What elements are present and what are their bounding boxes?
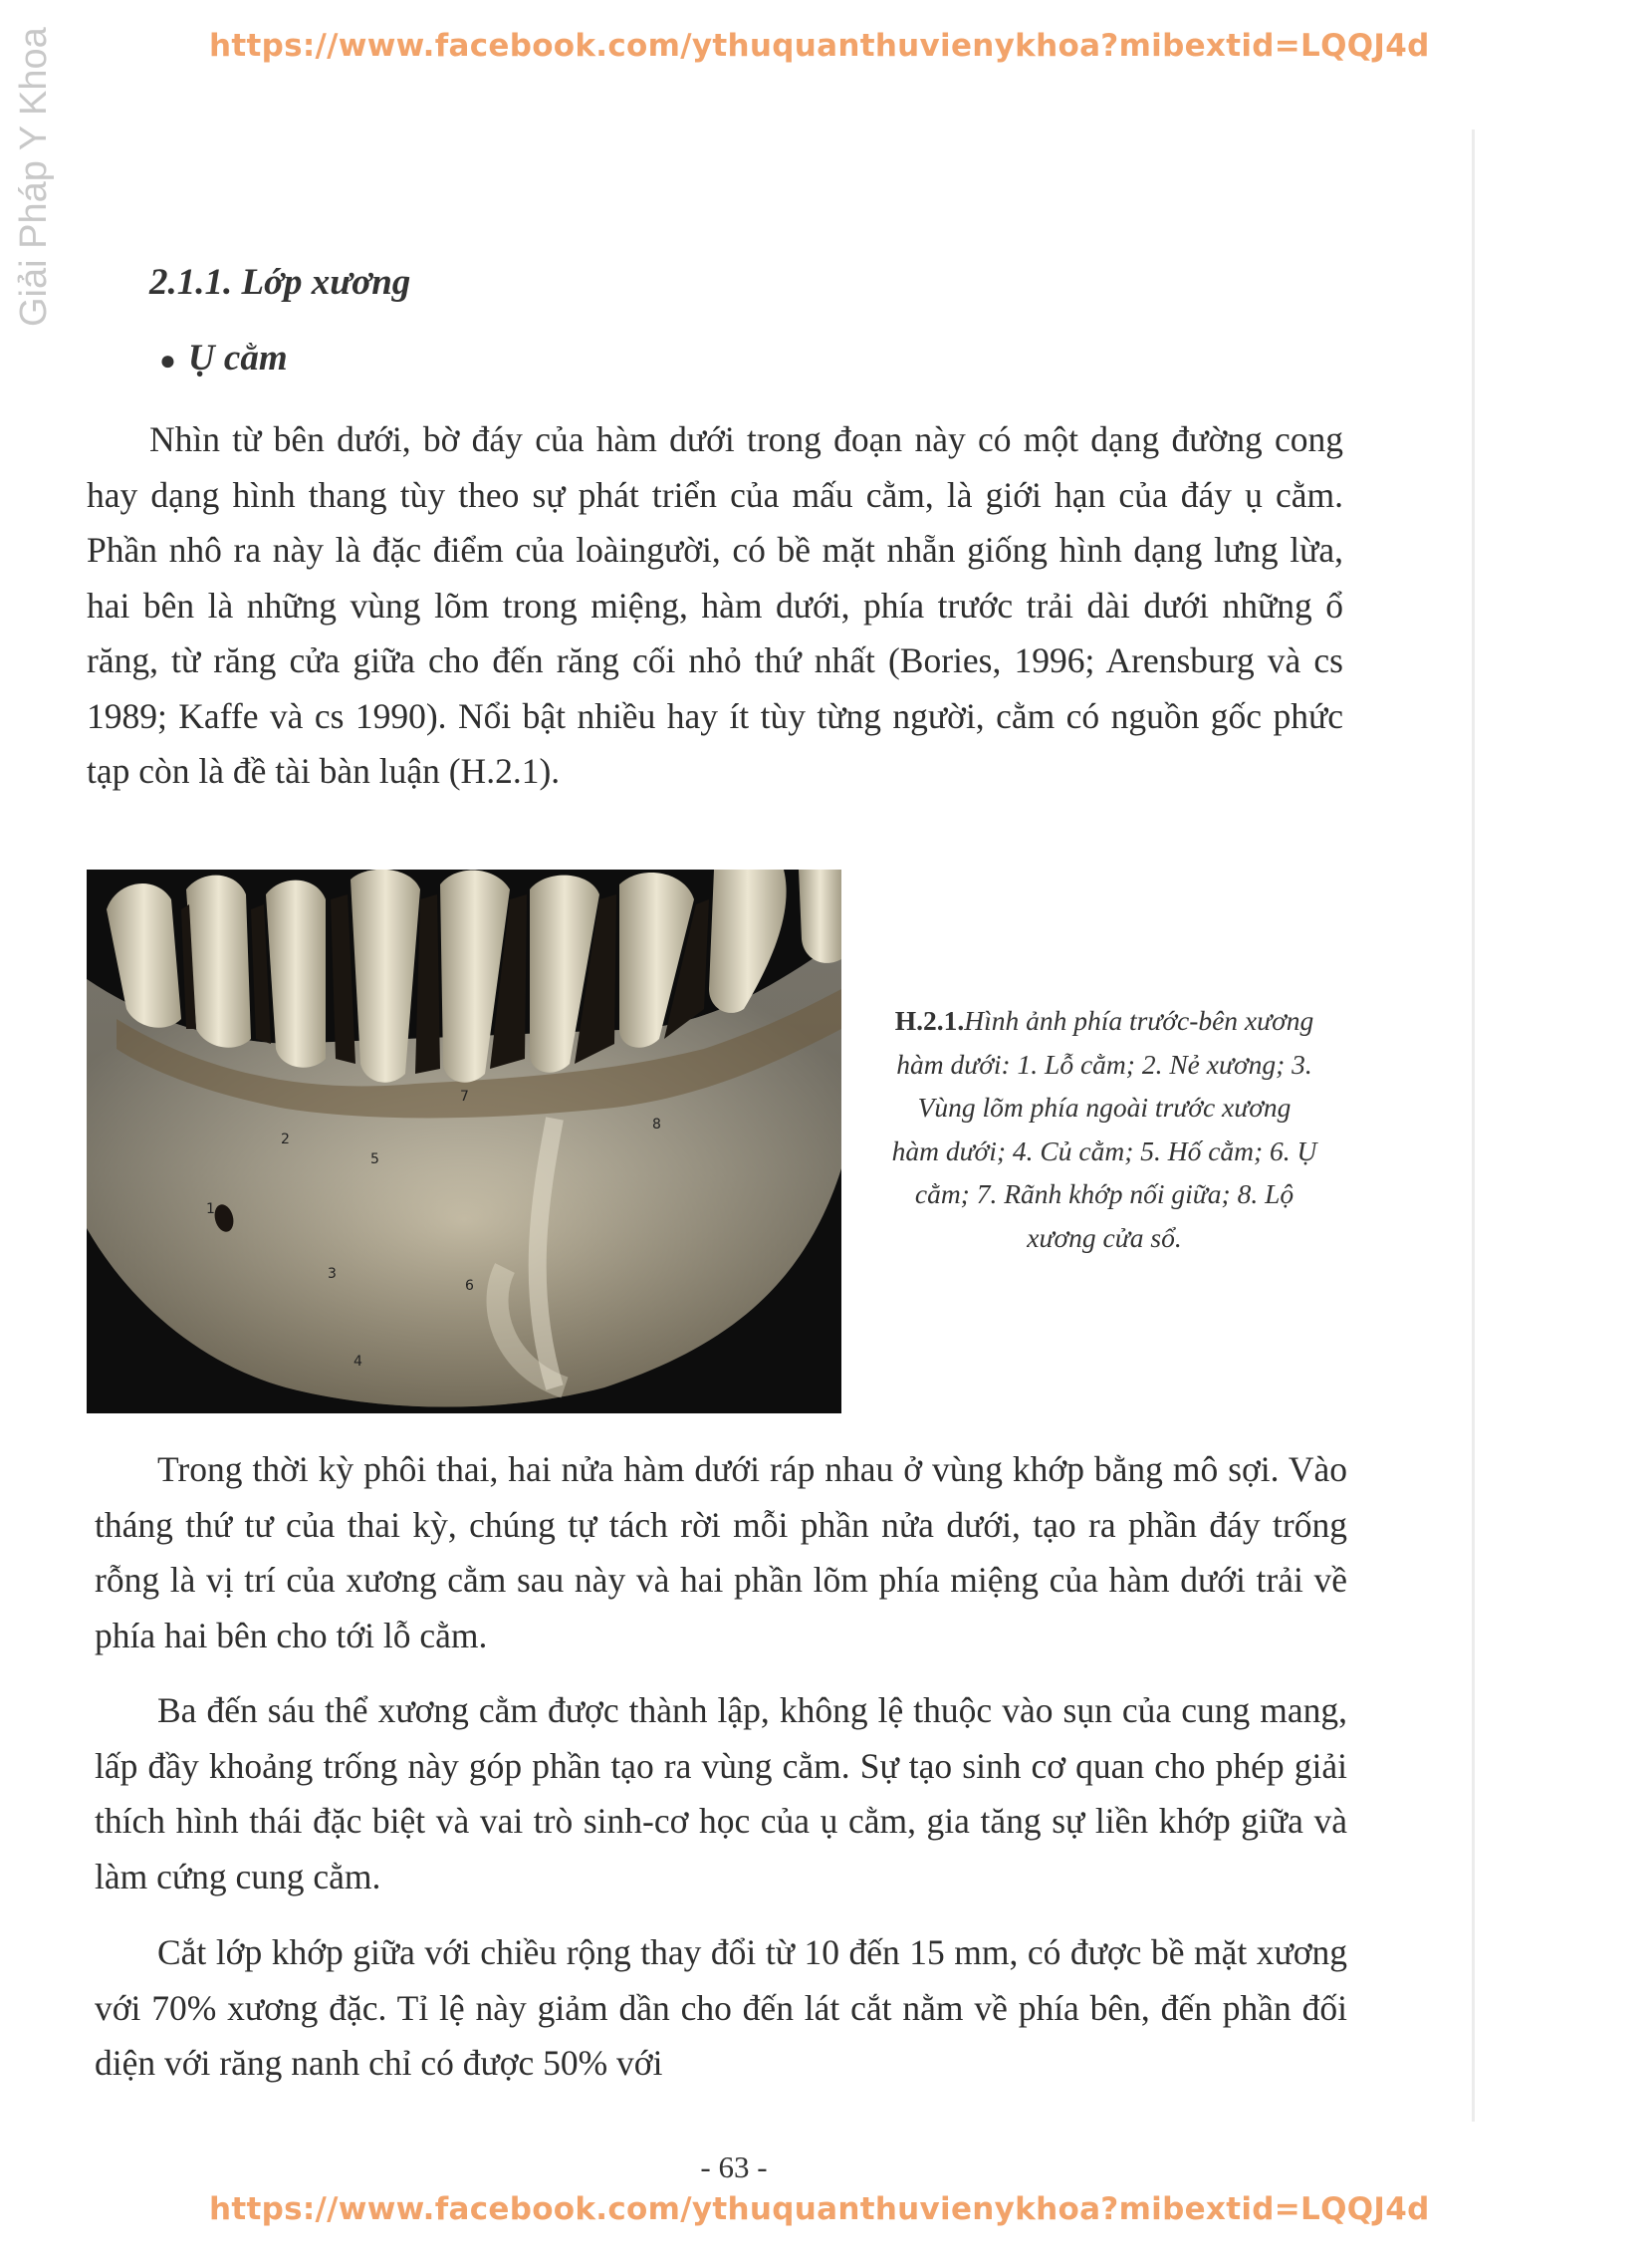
bullet-heading	[159, 337, 288, 379]
paragraph-3: Ba đến sáu thể xương cằm được thành lập, không lệ thuộc vào sụn của cung mang, lấp đầy khoảng trống này góp phần tạo ra vùng cằm. Sự tạo sinh cơ quan cho phép giải thích hình thái đặc biệt và vai trò sinh-cơ học của ụ cằm, gia tăng sự liền khớp giữa và làm cứng cung cằm.	[95, 1690, 1347, 1896]
bullet-heading-text: Ụ cằm	[187, 338, 288, 378]
section-heading: 2.1.1. Lớp xương	[149, 262, 411, 303]
paragraph-1: Nhìn từ bên dưới, bờ đáy của hàm dưới trong đoạn này có một dạng đường cong hay dạng hình thang tùy theo sự phát triển của mấu cằm, là giới hạn của đáy ụ cằm. Phần nhô ra này là đặc điểm của loàingười, có bề mặt nhẵn giống hình dạng lưng lừa, hai bên là những vùng lõm trong miệng, hàm dưới, phía trước trải dài dưới những ổ răng, từ răng cửa giữa cho đến răng cối nhỏ thứ nhất (Bories, 1996; Arensburg và cs 1989; Kaffe và cs 1990). Nổi bật nhiều hay ít tùy từng người, cằm có nguồn gốc phức tạp còn là đề tài bàn luận (H.2.1).	[87, 419, 1343, 791]
figure-label-2: 2	[281, 1132, 290, 1147]
figure-label-3: 3	[328, 1266, 337, 1282]
figure-caption	[891, 999, 1317, 1259]
page-edge-shadow	[1472, 129, 1475, 2122]
figure-label-8: 8	[652, 1117, 661, 1133]
figure-label-5: 5	[370, 1151, 379, 1167]
bullet-dot-icon: ●	[159, 346, 176, 377]
figure-label-7: 7	[460, 1089, 469, 1105]
page-number: - 63 -	[700, 2149, 768, 2184]
header-link[interactable]: https://www.facebook.com/ythuquanthuvienykhoa?mibextid=LQQJ4d	[209, 28, 1430, 64]
mandible-photo	[87, 870, 841, 1413]
figure-caption-text: Hình ảnh phía trước-bên xương hàm dưới: 1. Lỗ cằm; 2. Nẻ xương; 3. Vùng lõm phía ngoài trước xương hàm dưới; 4. Củ cằm; 5. Hố cằm; 6. Ụ cằm; 7. Rãnh khớp nối giữa; 8. Lộ xương cửa sổ.	[891, 1005, 1317, 1253]
mandible-illustration	[87, 870, 841, 1413]
paragraph-2: Trong thời kỳ phôi thai, hai nửa hàm dưới ráp nhau ở vùng khớp bằng mô sợi. Vào tháng thứ tư của thai kỳ, chúng tự tách rời mỗi phần nửa dưới, tạo ra phần đáy trống rỗng là vị trí của xương cằm sau này và hai phần lõm phía miệng của hàm dưới trải về phía hai bên cho tới lỗ cằm.	[95, 1449, 1347, 1655]
footer-link[interactable]: https://www.facebook.com/ythuquanthuvienykhoa?mibextid=LQQJ4d	[209, 2191, 1430, 2227]
paragraph-4: Cắt lớp khớp giữa với chiều rộng thay đổi từ 10 đến 15 mm, có được bề mặt xương với 70% xương đặc. Tỉ lệ này giảm dần cho đến lát cắt nằm về phía bên, đến phần đối diện với răng nanh chỉ có được 50% với	[95, 1932, 1347, 2083]
figure-caption-label: H.2.1.	[894, 1005, 965, 1036]
figure-label-6: 6	[465, 1278, 474, 1294]
side-watermark: Giải Pháp Y Khoa	[13, 27, 55, 327]
figure-label-4: 4	[353, 1354, 362, 1370]
figure-label-1: 1	[206, 1201, 215, 1217]
